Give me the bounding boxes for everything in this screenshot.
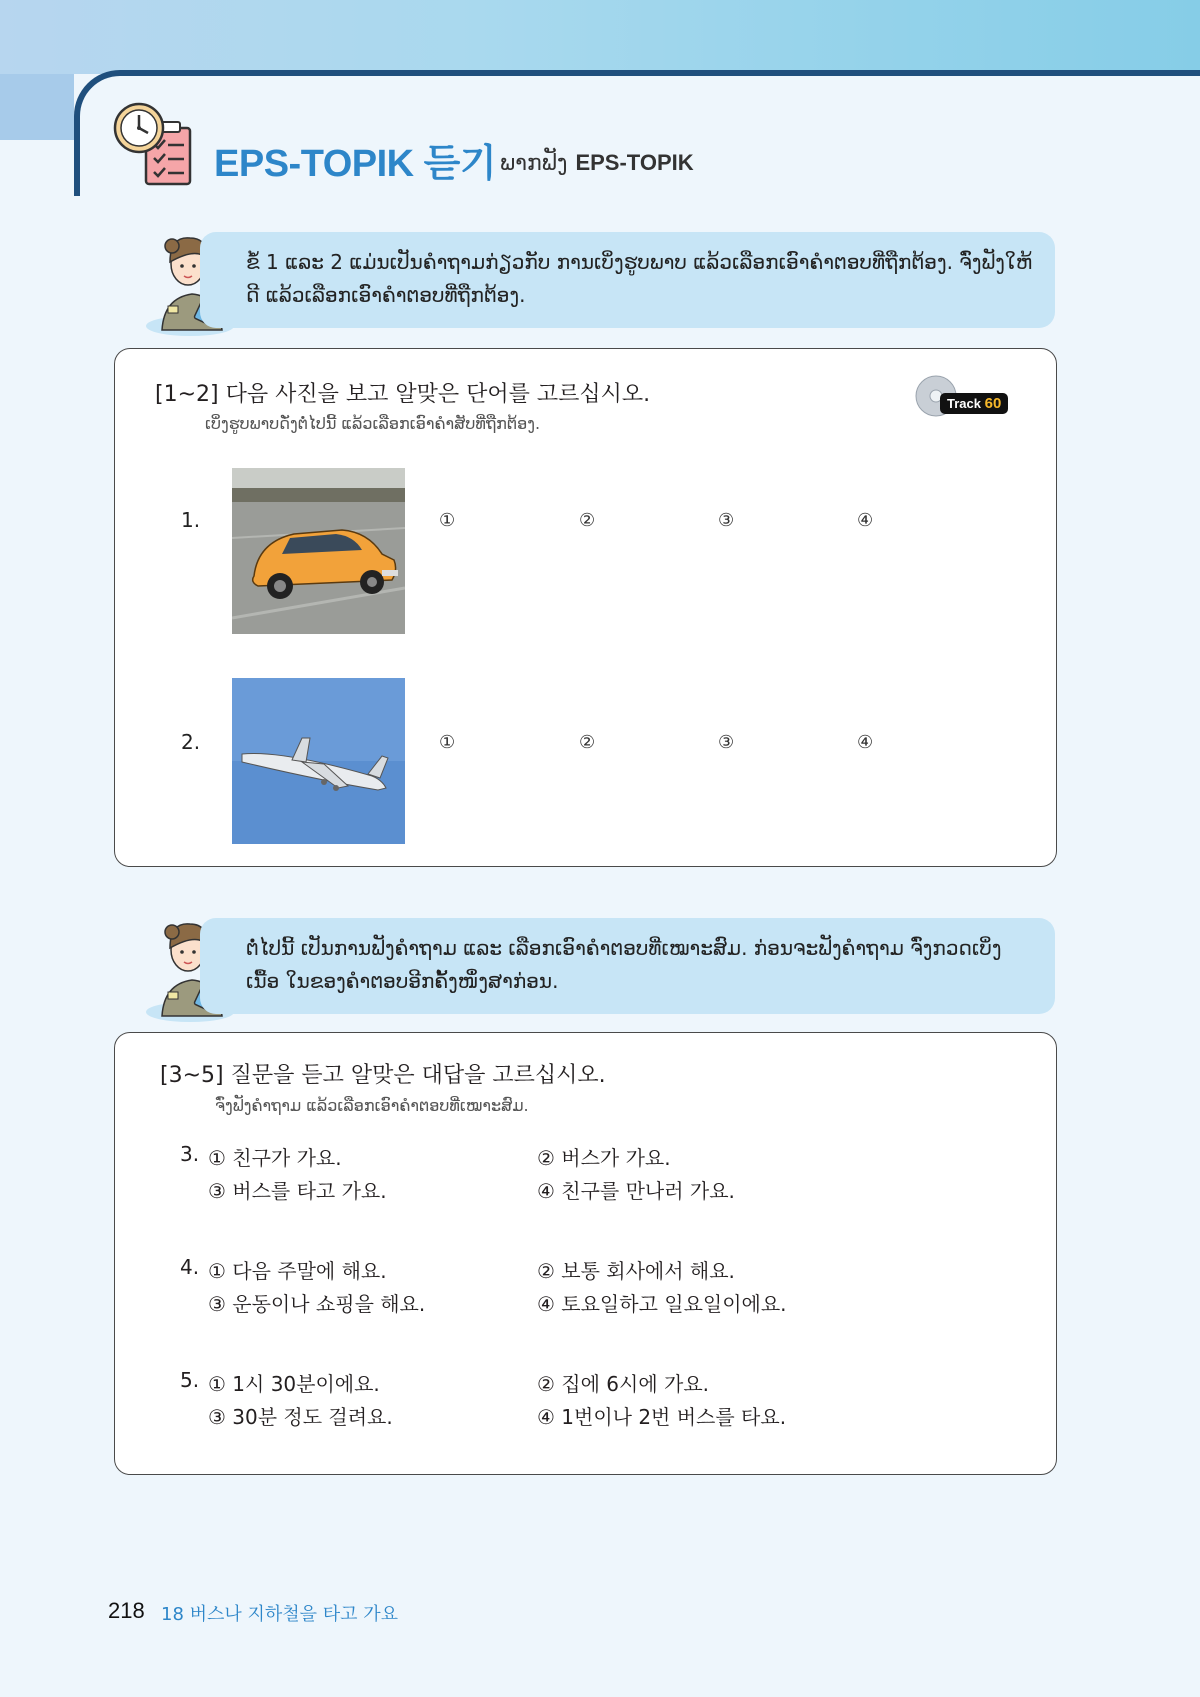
answer-option-4[interactable]: ④ 토요일하고 일요일이에요. <box>537 1292 787 1316</box>
answer-option-2[interactable]: ② 버스가 가요. <box>537 1146 671 1170</box>
question-number: 1. <box>181 508 201 532</box>
option-1[interactable]: ① <box>439 732 456 753</box>
answer-option-3[interactable]: ③ 버스를 타고 가요. <box>208 1179 387 1203</box>
taxi-photo <box>232 468 405 634</box>
option-4[interactable]: ④ <box>857 732 874 753</box>
answer-option-2[interactable]: ② 보통 회사에서 해요. <box>537 1259 735 1283</box>
answer-option-4[interactable]: ④ 친구를 만나러 가요. <box>537 1179 735 1203</box>
answer-option-2[interactable]: ② 집에 6시에 가요. <box>537 1372 710 1396</box>
page-title: EPS-TOPIK 듣기 <box>214 143 497 185</box>
left-tab-decoration <box>0 74 74 140</box>
option-3[interactable]: ③ <box>718 732 735 753</box>
answer-option-3[interactable]: ③ 30분 정도 걸려요. <box>208 1405 393 1429</box>
option-2[interactable]: ② <box>579 510 596 531</box>
question-number: 5. <box>180 1368 200 1392</box>
answer-option-3[interactable]: ③ 운동이나 쇼핑을 해요. <box>208 1292 426 1316</box>
option-1[interactable]: ① <box>439 510 456 531</box>
question-number: 2. <box>181 730 201 754</box>
option-2[interactable]: ② <box>579 732 596 753</box>
section1-subtitle: ເບິ່ງຮູບພາບດັ່ງຕໍ່ໄປນີ້ ແລ້ວເລືອກເອົາຄຳສັບທີ່ຖືກຕ້ອງ. <box>205 414 541 433</box>
top-banner <box>0 0 1200 74</box>
section1-title: [1~2] 다음 사진을 보고 알맞은 단어를 고르십시오. <box>155 382 651 407</box>
page-number: 218 <box>108 1598 145 1623</box>
answer-option-1[interactable]: ① 친구가 가요. <box>208 1146 342 1170</box>
clock-checklist-icon <box>112 98 198 190</box>
page-subtitle <box>500 150 694 176</box>
option-3[interactable]: ③ <box>718 510 735 531</box>
answer-option-4[interactable]: ④ 1번이나 2번 버스를 타요. <box>537 1405 787 1429</box>
instruction-bubble-2: ຕໍ່ໄປນີ້ ເປັນການຟັງຄຳຖາມ ແລະ ເລືອກເອົາຄຳຕອບທີ່ເໝາະສົມ. ກ່ອນຈະຟັງຄຳຖາມ ຈົ່ງກວດເບິ່ງເນື້ອ ໃນຂອງຄຳຕອບອີກຄັ້ງໜຶ່ງສາກ່ອນ. <box>200 918 1055 1014</box>
instruction-bubble-1: ຂໍ້ 1 ແລະ 2 ແມ່ນເປັນຄຳຖາມກ່ຽວກັບ ການເບິ່ງຮູບພາບ ແລ້ວເລືອກເອົາຄຳຕອບທີ່ຖືກຕ້ອງ. ຈົ່ງຟັງໃຫ້ດີ ແລ້ວເລືອກເອົາຄຳຕອບທີ່ຖືກຕ້ອງ. <box>200 232 1055 328</box>
section2-title: [3~5] 질문을 듣고 알맞은 대답을 고르십시오. <box>160 1063 606 1088</box>
section2-subtitle: ຈົ່ງຟັງຄຳຖາມ ແລ້ວເລືອກເອົາຄຳຕອບທີ່ເໝາະສົມ. <box>215 1096 529 1115</box>
option-4[interactable]: ④ <box>857 510 874 531</box>
airplane-photo <box>232 678 405 844</box>
question-number: 4. <box>180 1255 200 1279</box>
subtitle-bold: EPS-TOPIK <box>575 150 694 175</box>
chapter-title: 18 버스나 지하철을 타고 가요 <box>161 1604 399 1625</box>
subtitle-lao: ພາກຟັງ <box>500 151 568 176</box>
answer-option-1[interactable]: ① 다음 주말에 해요. <box>208 1259 387 1283</box>
question-number: 3. <box>180 1142 200 1166</box>
track-badge <box>940 393 1008 414</box>
answer-option-1[interactable]: ① 1시 30분이에요. <box>208 1372 380 1396</box>
track-number: 60 <box>984 395 1002 412</box>
track-word: Track <box>947 396 981 411</box>
